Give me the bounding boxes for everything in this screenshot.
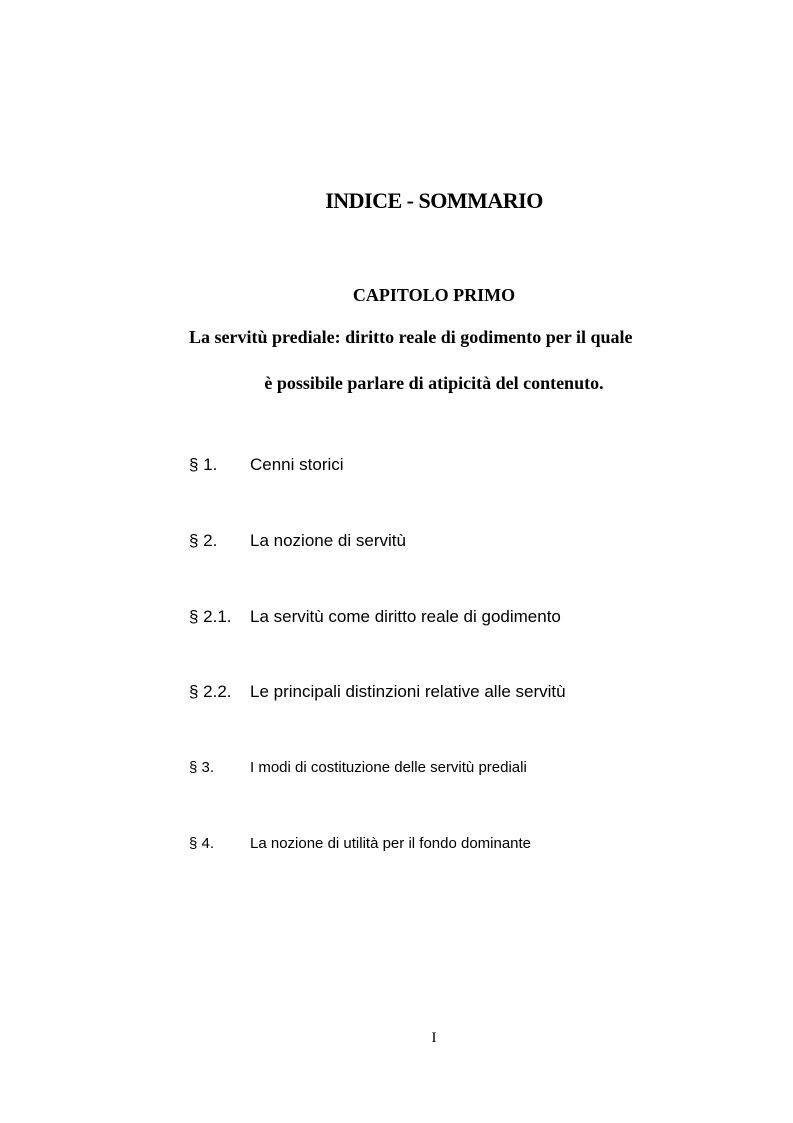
toc-entry-title: La servitù come diritto reale di godimento xyxy=(250,607,561,626)
toc-entry-title: I modi di costituzione delle servitù prediali xyxy=(250,759,527,776)
table-of-contents xyxy=(189,0,749,1123)
toc-entry-title: Cenni storici xyxy=(250,455,344,474)
chapter-subtitle-line-1: La servitù prediale: diritto reale di godimento per il quale xyxy=(189,327,633,347)
toc-entry-number: § 2. xyxy=(189,531,218,550)
toc-entry-number: § 2.2. xyxy=(189,682,232,701)
toc-entry-title: La nozione di servitù xyxy=(250,531,406,550)
document-title: INDICE - SOMMARIO xyxy=(325,188,543,213)
toc-entry-number: § 3. xyxy=(189,759,215,776)
chapter-subtitle-line-2: è possibile parlare di atipicità del contenuto. xyxy=(264,373,604,393)
chapter-label: CAPITOLO PRIMO xyxy=(352,285,516,305)
toc-entry-title: Le principali distinzioni relative alle servitù xyxy=(250,682,566,701)
toc-entry-title: La nozione di utilità per il fondo dominante xyxy=(250,835,532,852)
toc-entry-number: § 4. xyxy=(189,835,215,852)
page-number: I xyxy=(431,1030,437,1046)
toc-entry-number: § 2.1. xyxy=(189,607,232,626)
toc-entry-number: § 1. xyxy=(189,455,218,474)
